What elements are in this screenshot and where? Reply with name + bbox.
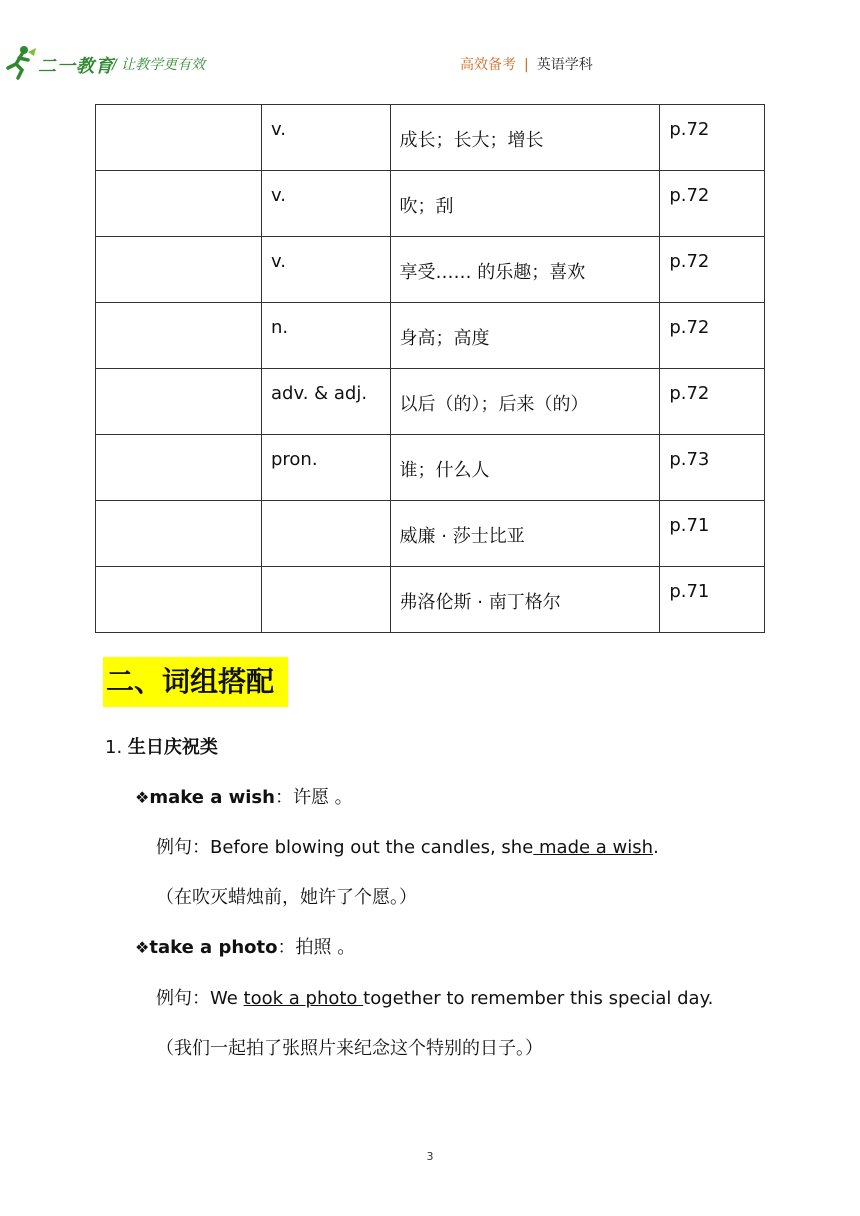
meaning-cell: 弗洛伦斯 · 南丁格尔 (399, 592, 561, 613)
header-subject (460, 54, 593, 74)
subsection-number: 1. (105, 737, 123, 758)
bullet-diamond-icon: ❖ (135, 788, 150, 807)
meaning-cell: 以后（的）；后来（的） (399, 394, 589, 415)
bullet-diamond-icon: ❖ (135, 938, 150, 957)
example-translation: （我们一起拍了张照片来纪念这个特别的日子。） (156, 1038, 543, 1059)
pos-cell: pron. (270, 449, 318, 470)
table-row (96, 171, 765, 237)
meaning-cell: 身高；高度 (399, 328, 490, 349)
example-text: We (210, 988, 244, 1009)
table-row (96, 567, 765, 633)
word-cell (96, 237, 262, 303)
page-cell: p.71 (669, 581, 710, 602)
example-sentence (156, 833, 659, 859)
subsection-title: 生日庆祝类 (127, 737, 218, 758)
pos-cell (262, 567, 390, 581)
brand-name: 二一教育 (38, 56, 114, 77)
meaning-cell: 成长；长大；增长 (399, 130, 544, 151)
phrase-heading (135, 783, 353, 809)
example-highlight: made a wish (533, 837, 654, 858)
example-translation: （在吹灭蜡烛前，她许了个愿。） (156, 887, 417, 908)
meaning-cell: 享受…… 的乐趣；喜欢 (399, 262, 586, 283)
example-text: Before blowing out the candles, she (210, 837, 534, 858)
meaning-cell: 威廉 · 莎士比亚 (399, 526, 525, 547)
phrase-meaning: ：拍照 。 (277, 937, 356, 958)
runner-logo-icon (2, 44, 38, 80)
example-label: 例句： (156, 988, 210, 1009)
pos-cell: adv. & adj. (270, 383, 368, 404)
phrase-text: make a wish (149, 787, 275, 808)
pos-cell: v. (270, 251, 286, 272)
example-sentence (156, 984, 713, 1010)
word-cell (96, 171, 262, 237)
phrase-heading (135, 933, 355, 959)
word-cell (96, 567, 262, 633)
pos-cell: n. (270, 317, 289, 338)
page-cell: p.72 (669, 119, 710, 140)
word-cell (96, 105, 262, 171)
pos-cell: v. (270, 119, 286, 140)
pos-cell (262, 501, 390, 515)
page-cell: p.71 (669, 515, 710, 536)
table-row (96, 369, 765, 435)
page-cell: p.72 (669, 185, 710, 206)
example-text-end: . (653, 837, 659, 858)
phrase-text: take a photo (149, 937, 278, 958)
table-row (96, 105, 765, 171)
page-cell: p.72 (669, 251, 710, 272)
example-highlight: took a photo (243, 988, 364, 1009)
phrase-meaning: ：许愿 。 (274, 787, 353, 808)
header-separator: | (524, 57, 529, 73)
page-cell: p.72 (669, 383, 710, 404)
table-row (96, 435, 765, 501)
page-header (0, 0, 860, 90)
table-row (96, 237, 765, 303)
table-row (96, 501, 765, 567)
word-cell (96, 501, 262, 567)
header-subject-right: 英语学科 (536, 57, 593, 73)
word-cell (96, 435, 262, 501)
section-title: 二、词组搭配 (103, 657, 288, 707)
example-label: 例句： (156, 837, 210, 858)
page-number: 3 (426, 1150, 434, 1163)
subsection-heading (105, 733, 218, 759)
vocabulary-table (95, 104, 765, 633)
header-subject-left: 高效备考 (460, 57, 516, 73)
brand-slogan: / 让教学更有效 (112, 57, 206, 73)
pos-cell: v. (270, 185, 286, 206)
example-text-end: together to remember this special day. (363, 988, 714, 1009)
page-cell: p.73 (669, 449, 710, 470)
word-cell (96, 303, 262, 369)
meaning-cell: 吹；刮 (399, 196, 454, 217)
word-cell (96, 369, 262, 435)
meaning-cell: 谁；什么人 (399, 460, 490, 481)
page-cell: p.72 (669, 317, 710, 338)
table-row (96, 303, 765, 369)
